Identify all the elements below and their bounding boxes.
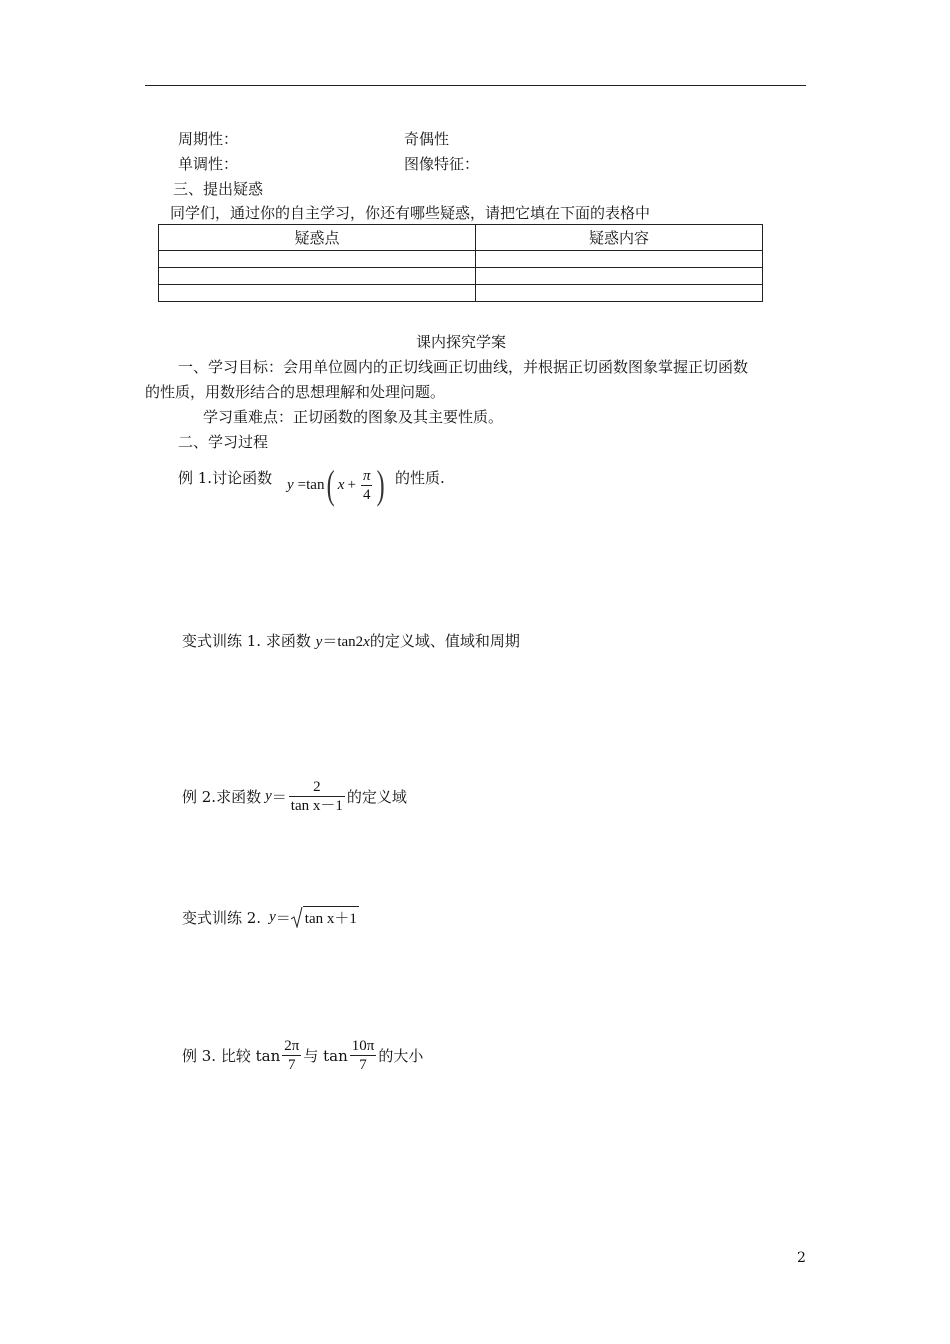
plus-sign: +	[347, 476, 356, 493]
variant-2-prefix: 变式训练 2.	[182, 908, 262, 927]
page-number: 2	[797, 1250, 806, 1266]
var-x: x	[337, 476, 345, 493]
fraction	[289, 778, 345, 815]
equals-sign: ＝	[275, 910, 291, 927]
example-3-suffix: 的大小	[378, 1046, 424, 1065]
fraction-numerator: 2π	[284, 1037, 300, 1054]
left-paren: (	[327, 462, 336, 507]
example-2-suffix: 的定义域	[346, 787, 407, 806]
example-2	[182, 774, 407, 818]
example-3	[182, 1033, 423, 1077]
table-row	[159, 251, 763, 268]
table-header-cell: 疑惑内容	[476, 225, 763, 251]
fraction-numerator: 2	[313, 778, 321, 795]
table-header-cell: 疑惑点	[159, 225, 476, 251]
var-y: y	[315, 634, 323, 650]
example-2-prefix: 例 2.求函数	[182, 787, 262, 806]
example-1-prefix: 例 1.讨论函数	[178, 469, 273, 487]
var-y: y	[265, 787, 272, 804]
table-cell	[476, 251, 763, 268]
square-root	[291, 906, 359, 928]
table-cell	[159, 285, 476, 302]
fraction-denominator: tan x－1	[290, 797, 343, 814]
eq-tan: =tan	[297, 476, 325, 493]
var-y: y	[287, 476, 294, 493]
radicand: tan x＋1	[303, 906, 359, 928]
example-1	[178, 468, 272, 488]
example-3-mid: 与 tan	[303, 1046, 348, 1065]
process-title: 二、学习过程	[178, 433, 269, 451]
table-cell	[476, 285, 763, 302]
section3-instruction: 同学们，通过你的自主学习，你还有哪些疑惑，请把它填在下面的表格中	[170, 204, 651, 222]
radical-sign-icon	[291, 906, 303, 928]
table-row	[159, 268, 763, 285]
fraction-2pi-over-7	[282, 1037, 301, 1074]
header-rule	[145, 85, 806, 86]
variant-1-prefix: 变式训练 1. 求函数	[182, 632, 311, 650]
variant-2	[182, 905, 359, 929]
table-row	[159, 285, 763, 302]
example-1-suffix: 的性质.	[395, 469, 445, 487]
pi-over-4-fraction	[361, 467, 373, 504]
eq-tan2: ＝tan2	[322, 634, 364, 650]
parity-label: 奇偶性	[404, 130, 450, 148]
var-y: y	[269, 908, 276, 925]
periodicity-label: 周期性：	[178, 130, 239, 148]
table-cell	[476, 268, 763, 285]
fraction-numerator: π	[362, 467, 371, 484]
fraction-denominator: 7	[282, 1055, 301, 1074]
fraction-numerator: 10π	[351, 1037, 375, 1054]
example-1-formula	[287, 458, 388, 512]
fraction-denominator: 4	[361, 485, 373, 504]
graph-feature-label: 图像特征：	[404, 155, 480, 173]
example-3-prefix: 例 3. 比较 tan	[182, 1046, 281, 1065]
table-cell	[159, 251, 476, 268]
doubts-table	[158, 224, 763, 302]
variant-1	[182, 630, 520, 651]
fraction-denominator: 7	[350, 1055, 377, 1074]
var-x: x	[363, 634, 370, 650]
right-paren: )	[377, 462, 386, 507]
monotonicity-label: 单调性：	[178, 155, 239, 173]
table-cell	[159, 268, 476, 285]
equals-sign: ＝	[271, 789, 287, 806]
learning-goal-line2: 的性质，用数形结合的思想理解和处理问题。	[145, 383, 446, 401]
table-header-row	[159, 225, 763, 251]
section3-title: 三、提出疑惑	[173, 180, 264, 198]
explore-title: 课内探究学案	[416, 333, 507, 351]
variant-1-suffix: 的定义域、值域和周期	[369, 632, 520, 650]
key-points: 学习重难点：正切函数的图象及其主要性质。	[203, 408, 504, 426]
learning-goal-line1: 一、学习目标：会用单位圆内的正切线画正切曲线，并根据正切函数图象掌握正切函数	[178, 358, 749, 376]
fraction-10pi-over-7	[350, 1037, 377, 1074]
